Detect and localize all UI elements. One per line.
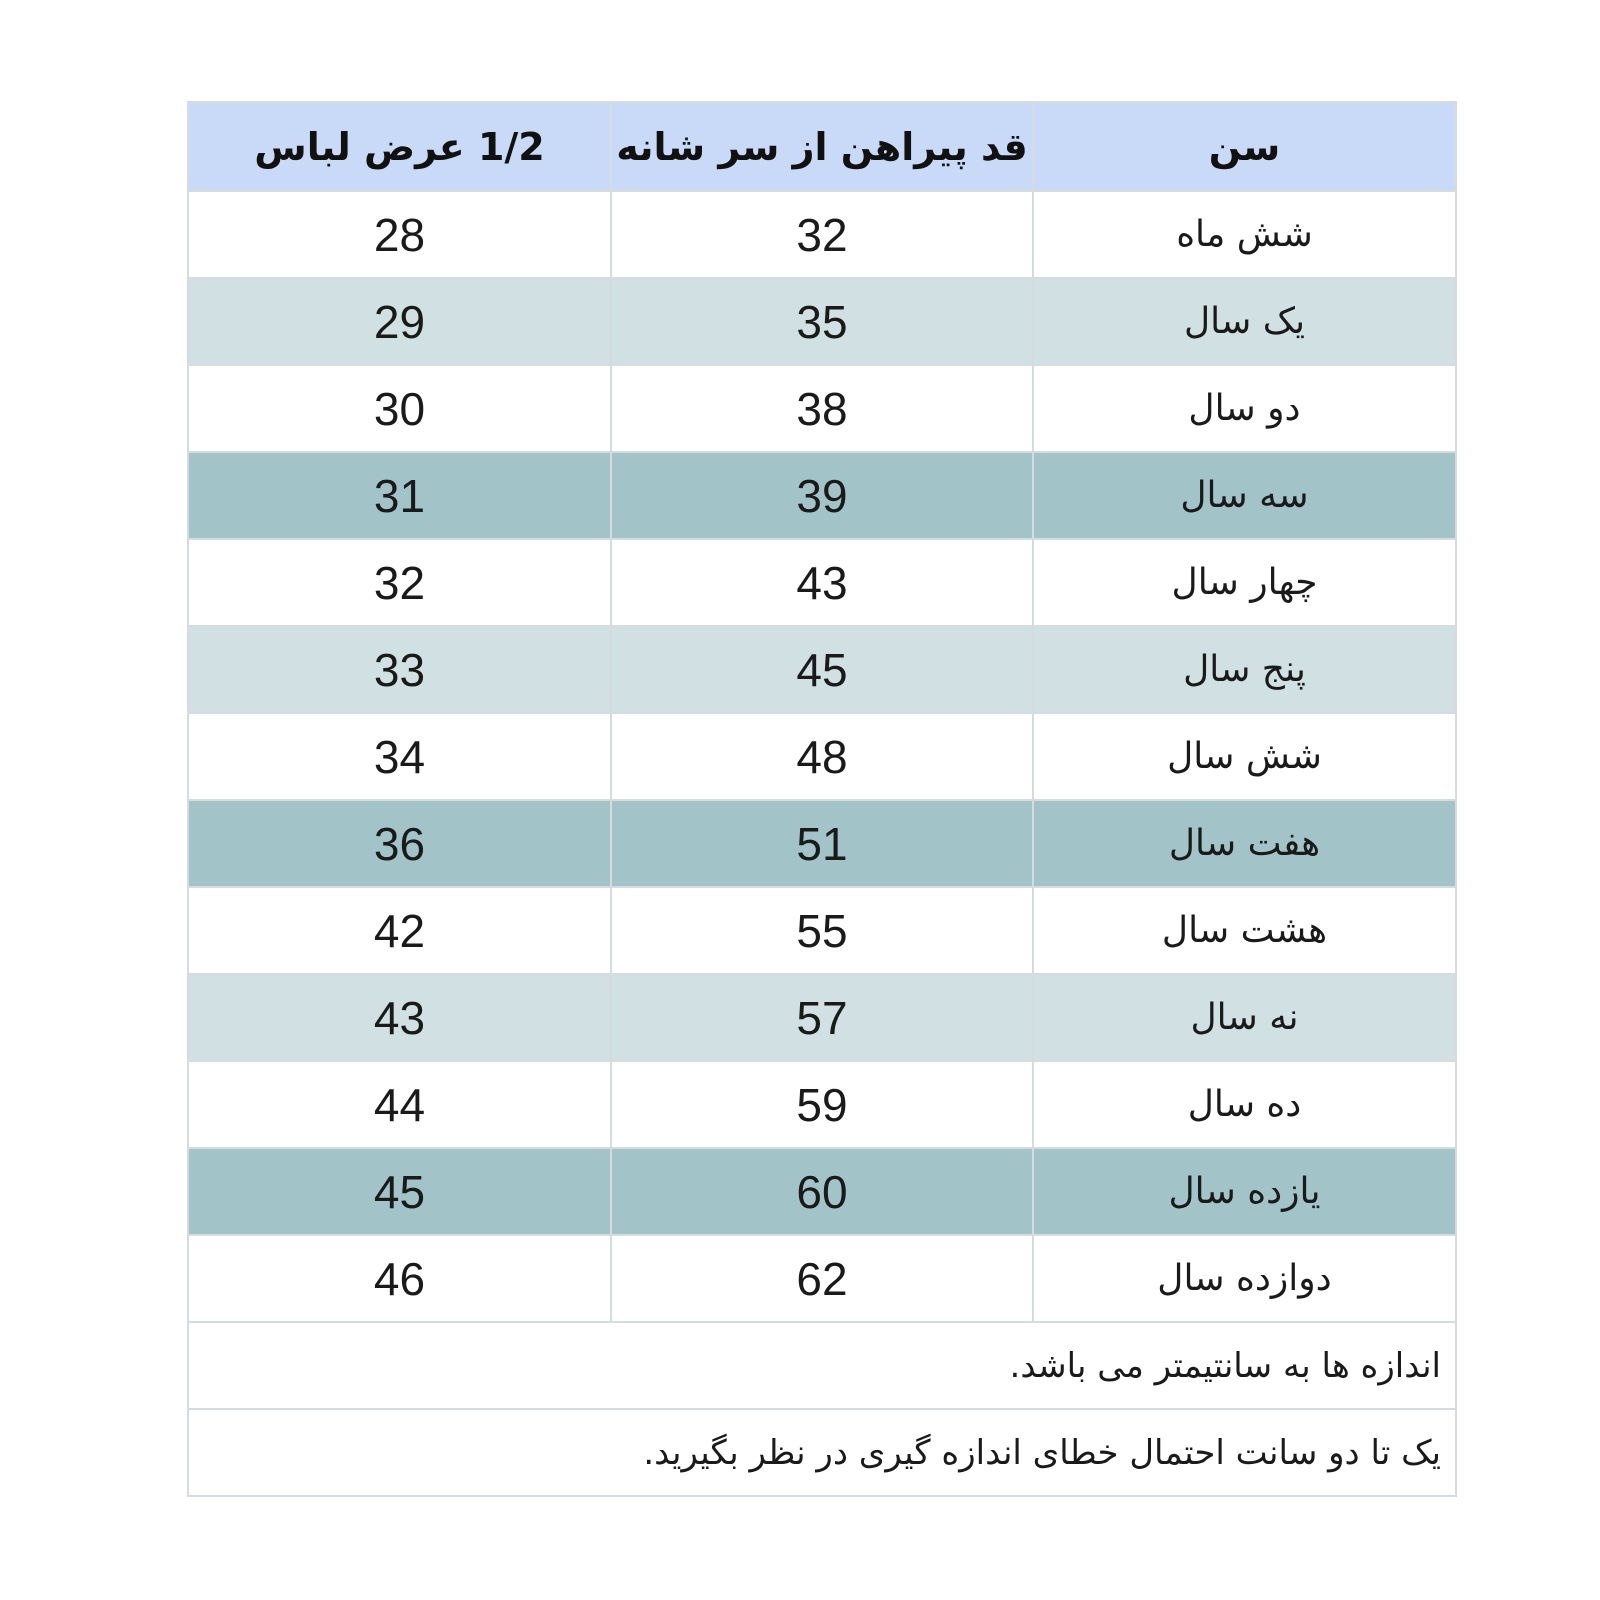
- age-cell: ده سال: [1033, 1061, 1456, 1148]
- size-chart-table: [187, 101, 1457, 1497]
- table-row: [188, 974, 1456, 1061]
- half-width-cell: 36: [188, 800, 611, 887]
- length-cell: 35: [611, 278, 1033, 365]
- length-cell: 57: [611, 974, 1033, 1061]
- length-cell: 43: [611, 539, 1033, 626]
- header-age: سن: [1033, 102, 1456, 191]
- half-width-cell: 44: [188, 1061, 611, 1148]
- length-cell: 51: [611, 800, 1033, 887]
- half-width-cell: 31: [188, 452, 611, 539]
- age-cell: پنج سال: [1033, 626, 1456, 713]
- length-cell: 45: [611, 626, 1033, 713]
- table-row: [188, 887, 1456, 974]
- length-cell: 62: [611, 1235, 1033, 1322]
- table-row: [188, 1148, 1456, 1235]
- note-row: [188, 1409, 1456, 1496]
- age-cell: چهار سال: [1033, 539, 1456, 626]
- table-row: [188, 713, 1456, 800]
- age-cell: شش سال: [1033, 713, 1456, 800]
- age-cell: هشت سال: [1033, 887, 1456, 974]
- header-half-width: 1/2 عرض لباس: [188, 102, 611, 191]
- length-cell: 59: [611, 1061, 1033, 1148]
- length-cell: 38: [611, 365, 1033, 452]
- age-cell: یک سال: [1033, 278, 1456, 365]
- length-cell: 48: [611, 713, 1033, 800]
- table-row: [188, 800, 1456, 887]
- half-width-cell: 28: [188, 191, 611, 278]
- half-width-cell: 33: [188, 626, 611, 713]
- age-cell: دوازده سال: [1033, 1235, 1456, 1322]
- age-cell: یازده سال: [1033, 1148, 1456, 1235]
- half-width-cell: 43: [188, 974, 611, 1061]
- note-tolerance: یک تا دو سانت احتمال خطای اندازه گیری در نظر بگیرید.: [188, 1409, 1456, 1496]
- table-row: [188, 191, 1456, 278]
- header-shirt-length: قد پیراهن از سر شانه: [611, 102, 1033, 191]
- age-cell: هفت سال: [1033, 800, 1456, 887]
- note-row: [188, 1322, 1456, 1409]
- length-cell: 39: [611, 452, 1033, 539]
- half-width-cell: 45: [188, 1148, 611, 1235]
- age-cell: سه سال: [1033, 452, 1456, 539]
- table-row: [188, 1235, 1456, 1322]
- table-header-row: [188, 102, 1456, 191]
- half-width-cell: 32: [188, 539, 611, 626]
- length-cell: 60: [611, 1148, 1033, 1235]
- half-width-cell: 29: [188, 278, 611, 365]
- table-row: [188, 539, 1456, 626]
- length-cell: 32: [611, 191, 1033, 278]
- table-row: [188, 452, 1456, 539]
- table-row: [188, 626, 1456, 713]
- age-cell: نه سال: [1033, 974, 1456, 1061]
- length-cell: 55: [611, 887, 1033, 974]
- half-width-cell: 46: [188, 1235, 611, 1322]
- age-cell: دو سال: [1033, 365, 1456, 452]
- half-width-cell: 30: [188, 365, 611, 452]
- note-units: اندازه ها به سانتیمتر می باشد.: [188, 1322, 1456, 1409]
- age-cell: شش ماه: [1033, 191, 1456, 278]
- half-width-cell: 42: [188, 887, 611, 974]
- table-row: [188, 278, 1456, 365]
- half-width-cell: 34: [188, 713, 611, 800]
- table-row: [188, 365, 1456, 452]
- table-row: [188, 1061, 1456, 1148]
